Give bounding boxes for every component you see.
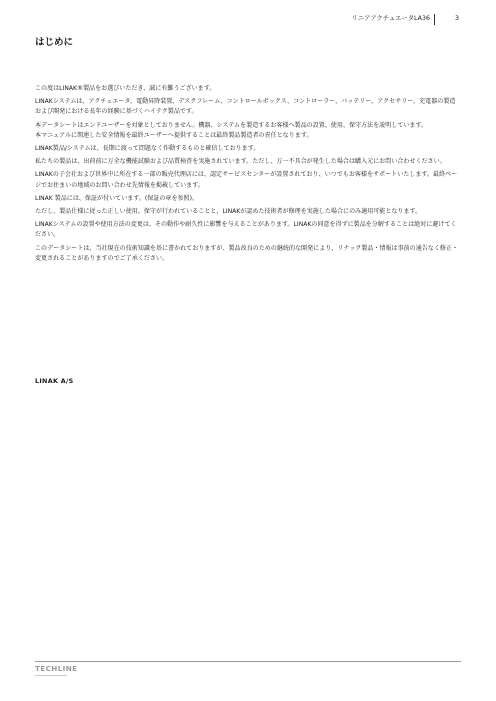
paragraph-thanks: この度はLINAK®製品をお選びいただき、誠に有難うございます。 [35, 85, 216, 92]
techline-logo-icon [35, 664, 78, 679]
document-title: リニアアクチュエータLA36 [351, 15, 430, 22]
paragraph-system: LINAKシステムは、アクチュエータ、電動昇降装置、デスクフレーム、コントロールボックス、コントローラー、バッテリー、アクセサリー、充電器の製造および開発における長年の経験に基づくハイテク製品です。 [35, 98, 456, 116]
paragraph-service: LINAKの子会社および世界中に所在する一部の販売代理店には、認定サービスセンターが設置されており、いつでもお客様をサポートいたします。最終ページでお住まいの地域のお問い合わせ先情報を掲載しています。 [35, 171, 458, 189]
page-header [0, 14, 496, 26]
page-title: はじめに [35, 37, 74, 48]
footer-divider [35, 661, 461, 662]
paragraph-disclaimer: このデータシートは、当社現在の技術知識を基に書かれておりますが、製品改良のための継続的な開発により、リナック製品・情報は事前の通告なく修正・変更されることがありますのでご了承ください。 [35, 244, 459, 262]
header-divider [434, 14, 435, 25]
company-name: LINAK A/S [35, 377, 74, 385]
logo-wordmark: TECHLINE [35, 664, 78, 673]
body-text [35, 84, 461, 267]
paragraph-audience: 本データシートはエンドユーザーを対象としておりません。機器、システムを製造するお客様へ製品の設置、使用、保守方法を説明しています。 本マニュアルに関連した安全情報を最終ユーザーへ提供することは最終製品製造者の責任となります。 [35, 121, 428, 139]
logo-underline [35, 675, 67, 676]
paragraph-testing: 私たちの製品は、出荷前に万全な機能試験および品質検査を実施されています。ただし、万一不具合が発生した場合は購入元にお問い合わせください。 [35, 158, 446, 166]
paragraph-warranty-conditions: ただし、製品仕様に従った正しい使用、保守が行われていることと、LINAKが認めた技術者が修理を実施した場合にのみ適用可能となります。 [35, 208, 422, 216]
paragraph-confidence: LINAK製品/システムは、長期に渡って問題なく作動するものと確信しております。 [35, 145, 260, 153]
page-number: 3 [455, 15, 460, 22]
paragraph-modification: LINAKシステムの設置や使用方法の変更は、その動作や耐久性に影響を与えることがあります。LINAKの同意を得ずに製品を分解することは絶対に避けてください。 [35, 221, 457, 239]
paragraph-warranty: LINAK 製品には、保証が付いています。(保証の章を参照)。 [35, 194, 199, 202]
